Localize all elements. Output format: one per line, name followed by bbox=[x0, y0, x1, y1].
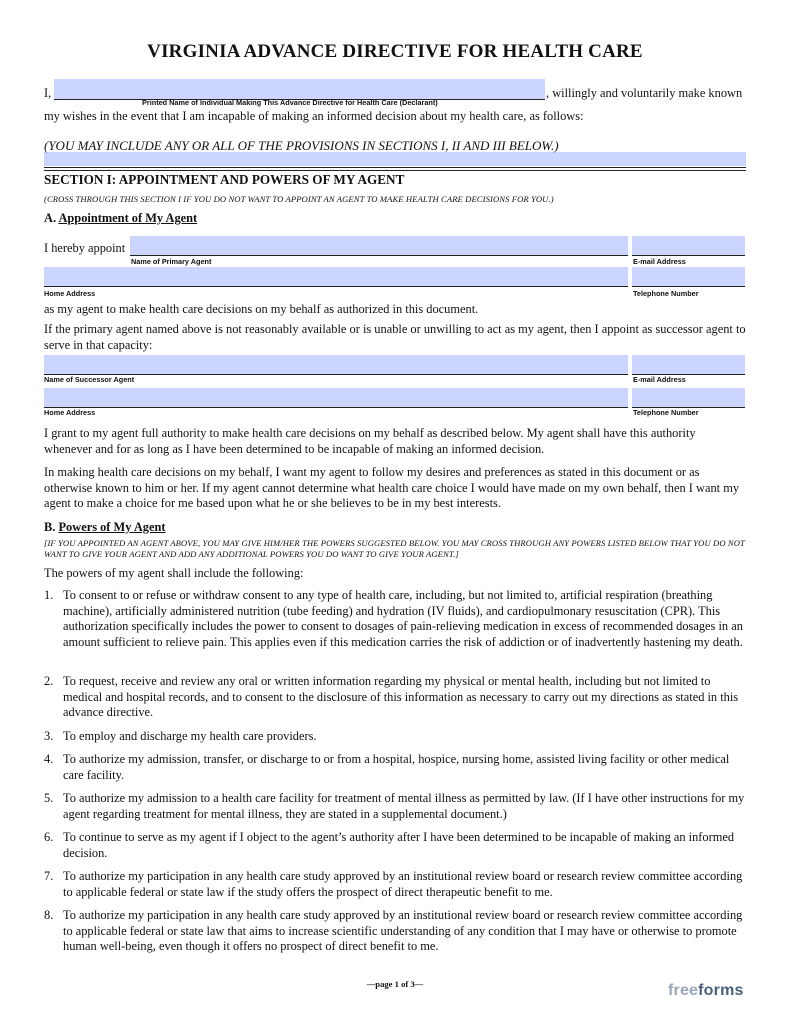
subsection-b-title: Powers of My Agent bbox=[58, 520, 166, 534]
primary-agent-phone-caption: Telephone Number bbox=[633, 289, 699, 298]
power-text: To authorize my participation in any health care study approved by an institutional review board or research review committee according to applicable federal or state law if the study offers the prospect of direct therapeutic benefit to me. bbox=[63, 869, 743, 899]
successor-agent-phone-field[interactable] bbox=[632, 388, 745, 407]
page-number: —page 1 of 3— bbox=[366, 979, 424, 989]
as-agent-text: as my agent to make health care decisions on my behalf as authorized in this document. bbox=[44, 302, 479, 316]
power-text: To employ and discharge my health care providers. bbox=[63, 729, 317, 743]
power-text: To authorize my admission, transfer, or discharge to or from a hospital, hospice, nursing home, assisted living facility or other medical care facility. bbox=[63, 752, 730, 782]
power-item-4 bbox=[44, 752, 746, 783]
intro-i-label: I, bbox=[44, 86, 52, 100]
subsection-a-title: Appointment of My Agent bbox=[58, 211, 198, 225]
subsection-b-letter: B. bbox=[44, 520, 56, 534]
power-text: To authorize my participation in any health care study approved by an institutional review board or research review committee according to applicable federal or state law that aims to increase scientific understanding of any condition that I may have or otherwise to promote human well-being, even though it offers no prospect of direct benefit to me. bbox=[63, 908, 743, 953]
section-1-heading: SECTION I: APPOINTMENT AND POWERS OF MY AGENT bbox=[44, 172, 405, 187]
successor-agent-email-caption: E-mail Address bbox=[633, 375, 686, 384]
intro-line1-end: , willingly and voluntarily make known bbox=[546, 86, 743, 100]
desires-paragraph: In making health care decisions on my behalf, I want my agent to follow my desires and preferences as stated in this document or as otherwise known to him or her. If my agent cannot determine what health care choice I would have made on my own behalf, then I want my agent to make a choice for me based upon what he or she believes to be in my best interests. bbox=[44, 465, 740, 510]
primary-agent-home-caption: Home Address bbox=[44, 289, 96, 298]
powers-note: [IF YOU APPOINTED AN AGENT ABOVE, YOU MAY GIVE HIM/HER THE POWERS SUGGESTED BELOW. YOU MAY CROSS THROUGH ANY POWERS LISTED BELOW THAT YOU DO NOT WANT TO GIVE YOUR AGENT AND ADD ANY ADDITIONAL POWERS YOU DO WANT TO GIVE YOUR AGENT.] bbox=[44, 538, 745, 559]
freeforms-logo[interactable] bbox=[668, 982, 744, 1000]
authority-paragraph: I grant to my agent full authority to make health care decisions on my behalf as described below. My agent shall have this authority whenever and for as long as I have been determined to be incapable of making an informed decision. bbox=[44, 426, 696, 456]
power-item-8 bbox=[44, 908, 746, 955]
declarant-name-field[interactable] bbox=[54, 79, 545, 99]
power-item-2 bbox=[44, 674, 746, 721]
successor-agent-name-caption: Name of Successor Agent bbox=[44, 375, 135, 384]
primary-agent-name-caption: Name of Primary Agent bbox=[131, 257, 212, 266]
power-item-3 bbox=[44, 729, 746, 745]
power-item-1 bbox=[44, 588, 746, 650]
power-number: 4. bbox=[44, 752, 54, 766]
successor-agent-home-caption: Home Address bbox=[44, 408, 96, 417]
successor-agent-email-field[interactable] bbox=[632, 355, 745, 374]
primary-agent-email-field[interactable] bbox=[632, 236, 745, 255]
provisions-field[interactable] bbox=[44, 152, 746, 166]
primary-agent-phone-field[interactable] bbox=[632, 267, 745, 286]
power-number: 8. bbox=[44, 908, 54, 922]
power-text: To continue to serve as my agent if I object to the agent’s authority after I have been determined to be incapable of making an informed decision. bbox=[63, 830, 735, 860]
section-divider-top bbox=[44, 167, 746, 168]
successor-agent-phone-caption: Telephone Number bbox=[633, 408, 699, 417]
power-number: 5. bbox=[44, 791, 54, 805]
power-number: 3. bbox=[44, 729, 54, 743]
primary-agent-email-caption: E-mail Address bbox=[633, 257, 686, 266]
subsection-b-heading bbox=[44, 520, 166, 535]
subsection-a-heading bbox=[44, 211, 197, 226]
power-text: To authorize my admission to a health care facility for treatment of mental illness as permitted by law. (If I have other instructions for my agent regarding treatment for mental illness, they are stated in a supplemental document.) bbox=[63, 791, 745, 821]
primary-agent-home-field[interactable] bbox=[44, 267, 628, 286]
primary-agent-name-field[interactable] bbox=[130, 236, 628, 255]
powers-intro: The powers of my agent shall include the following: bbox=[44, 566, 304, 580]
power-item-5 bbox=[44, 791, 746, 822]
power-number: 2. bbox=[44, 674, 54, 688]
successor-agent-name-field[interactable] bbox=[44, 355, 628, 374]
subsection-a-letter: A. bbox=[44, 211, 57, 225]
successor-text: If the primary agent named above is not reasonably available or is unable or unwilling to act as my agent, then I appoint as successor agent to serve in that capacity: bbox=[44, 322, 746, 352]
power-number: 1. bbox=[44, 588, 54, 602]
intro-line2: my wishes in the event that I am incapable of making an informed decision about my health care, as follows: bbox=[44, 109, 584, 123]
power-number: 6. bbox=[44, 830, 54, 844]
brand-part-forms: forms bbox=[698, 982, 744, 999]
section-1-cross-note: (CROSS THROUGH THIS SECTION I IF YOU DO NOT WANT TO APPOINT AN AGENT TO MAKE HEALTH CARE DECISIONS FOR YOU.) bbox=[44, 194, 554, 204]
power-text: To consent to or refuse or withdraw consent to any type of health care, including, but not limited to, artificial respiration (breathing machine), artificially administered nutrition (tube feeding) and hydration (IV fluids), and cardiopulmonary resuscitation (CPR). This authorization specifically includes the power to consent to dosages of pain-relieving medication in excess of recommended dosages in an amount sufficient to relieve pain. This applies even if this medication carries the risk of addiction or of inadvertently hastening my death. bbox=[63, 588, 743, 649]
primary-agent-phone-underline bbox=[632, 286, 745, 287]
primary-agent-name-underline bbox=[130, 255, 628, 256]
power-item-7 bbox=[44, 869, 746, 900]
section-divider-bottom bbox=[44, 170, 746, 171]
successor-agent-home-field[interactable] bbox=[44, 388, 628, 407]
power-text: To request, receive and review any oral or written information regarding my physical or mental health, including but not limited to medical and hospital records, and to consent to the disclosure of this information as necessary to carry out my directions as stated in this advance directive. bbox=[63, 674, 739, 719]
power-item-6 bbox=[44, 830, 746, 861]
power-number: 7. bbox=[44, 869, 54, 883]
provisions-note: (YOU MAY INCLUDE ANY OR ALL OF THE PROVISIONS IN SECTIONS I, II AND III BELOW.) bbox=[44, 138, 559, 153]
successor-agent-home-underline bbox=[44, 407, 628, 408]
brand-part-free: free bbox=[668, 982, 699, 999]
document-title: VIRGINIA ADVANCE DIRECTIVE FOR HEALTH CARE bbox=[147, 41, 643, 62]
primary-agent-home-underline bbox=[44, 286, 628, 287]
primary-agent-email-underline bbox=[632, 255, 745, 256]
declarant-name-caption: Printed Name of Individual Making This Advance Directive for Health Care (Declarant) bbox=[142, 98, 438, 107]
appoint-label: I hereby appoint bbox=[44, 241, 126, 255]
